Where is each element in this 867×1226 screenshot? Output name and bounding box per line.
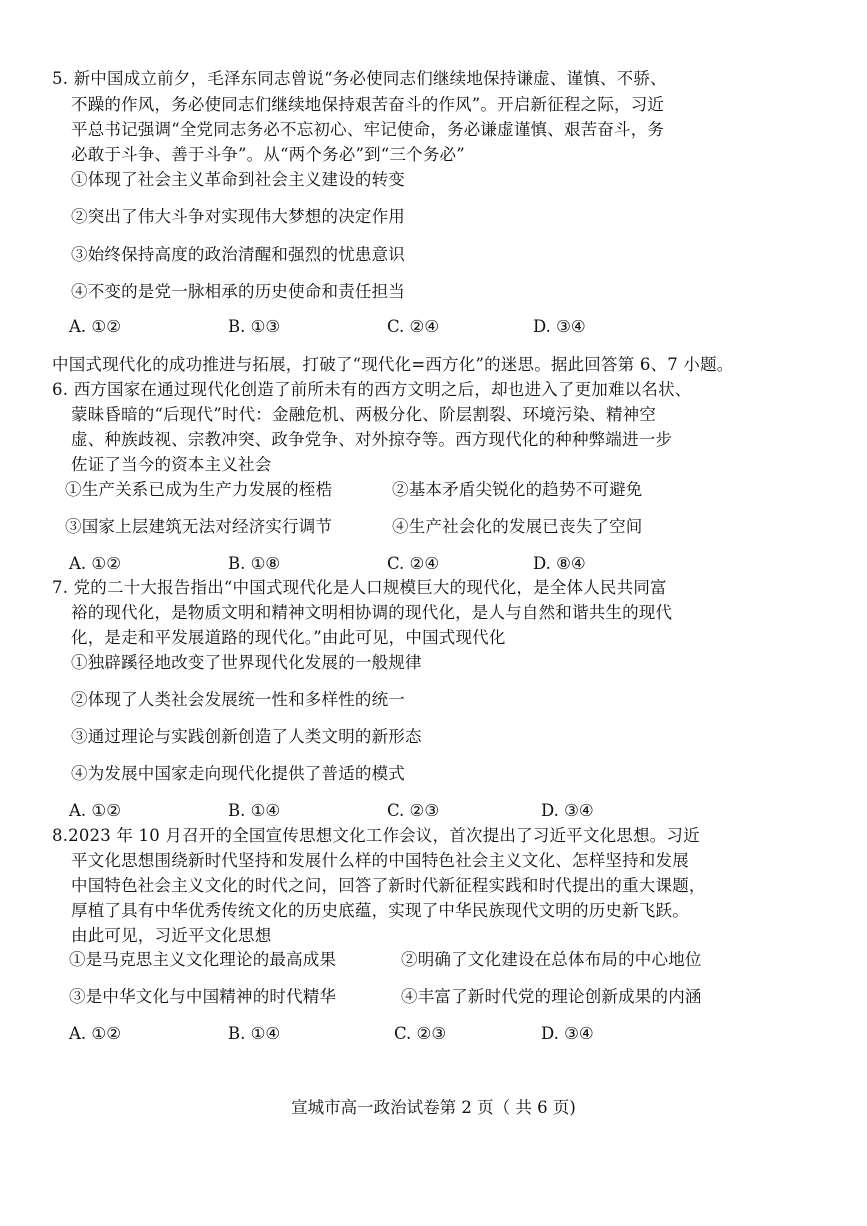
q5-stem-line-3: 平总书记强调“全党同志务必不忘初心、牢记使命，务必谦虚谨慎、艰苦奋斗，务 bbox=[71, 120, 665, 139]
q5-option-a: A. ①② bbox=[69, 317, 121, 336]
q6-7-intro: 中国式现代化的成功推进与拓展，打破了“现代化=西方化”的迷思。据此回答第 6、7 小题。 bbox=[52, 355, 734, 374]
q7-item-1: ①独辟蹊径地改变了世界现代化发展的一般规律 bbox=[71, 653, 422, 672]
q8-item-1: ①是马克思主义文化理论的最高成果 bbox=[69, 950, 337, 969]
q6-stem-line-3: 虚、种族歧视、宗教冲突、政争党争、对外掠夺等。西方现代化的种种弊端进一步 bbox=[71, 430, 673, 449]
q6-item-1: ①生产关系已成为生产力发展的桎梏 bbox=[65, 480, 333, 499]
q5-item-2: ②突出了伟大斗争对实现伟大梦想的决定作用 bbox=[71, 207, 405, 226]
q7-item-4: ④为发展中国家走向现代化提供了普适的模式 bbox=[71, 764, 405, 783]
q8-stem-line-5: 由此可见，习近平文化思想 bbox=[71, 926, 272, 945]
q7-stem-line-3: 化，是走和平发展道路的现代化。”由此可见，中国式现代化 bbox=[71, 628, 506, 647]
q8-option-a: A. ①② bbox=[69, 1024, 121, 1043]
q6-option-b: B. ①⑧ bbox=[228, 554, 281, 573]
q8-item-4: ④丰富了新时代党的理论创新成果的内涵 bbox=[401, 987, 702, 1006]
q8-option-d: D. ③④ bbox=[541, 1024, 594, 1043]
q8-item-3: ③是中华文化与中国精神的时代精华 bbox=[69, 987, 337, 1006]
q7-option-a: A. ①② bbox=[69, 801, 121, 820]
q6-item-3: ③国家上层建筑无法对经济实行调节 bbox=[65, 517, 333, 536]
q7-item-2: ②体现了人类社会发展统一性和多样性的统一 bbox=[71, 690, 405, 709]
q7-option-c: C. ②③ bbox=[387, 801, 440, 820]
q8-option-b: B. ①④ bbox=[228, 1024, 281, 1043]
q5-stem-line-4: 必敢于斗争、善于斗争”。从“两个务必”到“三个务必” bbox=[71, 145, 465, 164]
q8-stem-line-3: 中国特色社会主义文化的时代之问，回答了新时代新征程实践和时代提出的重大课题， bbox=[71, 876, 706, 895]
q6-stem-line-2: 蒙昧昏暗的“后现代”时代：金融危机、两极分化、阶层割裂、环境污染、精神空 bbox=[71, 405, 657, 424]
q8-stem-line-2: 平文化思想围绕新时代坚持和发展什么样的中国特色社会主义文化、怎样坚持和发展 bbox=[71, 851, 689, 870]
q6-stem-line-4: 佐证了当今的资本主义社会 bbox=[71, 455, 272, 474]
q6-option-a: A. ①② bbox=[69, 554, 121, 573]
q7-option-d: D. ③④ bbox=[541, 801, 594, 820]
q5-item-1: ①体现了社会主义革命到社会主义建设的转变 bbox=[71, 170, 405, 189]
q6-option-c: C. ②④ bbox=[387, 554, 440, 573]
q8-item-2: ②明确了文化建设在总体布局的中心地位 bbox=[401, 950, 702, 969]
q6-stem-line-1: 6. 西方国家在通过现代化创造了前所未有的西方文明之后，却也进入了更加难以名状、 bbox=[52, 380, 692, 399]
q5-item-4: ④不变的是党一脉相承的历史使命和责任担当 bbox=[71, 282, 405, 301]
q5-option-b: B. ①③ bbox=[228, 317, 281, 336]
q8-option-c: C. ②③ bbox=[394, 1024, 447, 1043]
page-footer: 宣城市高一政治试卷第 2 页（ 共 6 页) bbox=[291, 1098, 576, 1117]
q8-stem-line-1: 8.2023 年 10 月召开的全国宣传思想文化工作会议，首次提出了习近平文化思想。习近 bbox=[52, 826, 700, 845]
q5-option-d: D. ③④ bbox=[533, 317, 586, 336]
q7-stem-line-2: 裕的现代化，是物质文明和精神文明相协调的现代化，是人与自然和谐共生的现代 bbox=[71, 603, 673, 622]
q5-option-c: C. ②④ bbox=[387, 317, 440, 336]
q8-stem-line-4: 厚植了具有中华优秀传统文化的历史底蕴，实现了中华民族现代文明的历史新飞跃。 bbox=[71, 901, 689, 920]
q5-item-3: ③始终保持高度的政治清醒和强烈的忧患意识 bbox=[71, 245, 405, 264]
q6-option-d: D. ⑧④ bbox=[533, 554, 586, 573]
q5-stem-line-1: 5. 新中国成立前夕，毛泽东同志曾说“务必使同志们继续地保持谦虚、谨慎、不骄、 bbox=[52, 69, 667, 88]
q7-item-3: ③通过理论与实践创新创造了人类文明的新形态 bbox=[71, 727, 422, 746]
q6-item-4: ④生产社会化的发展已丧失了空间 bbox=[392, 517, 643, 536]
q7-option-b: B. ①④ bbox=[228, 801, 281, 820]
q5-stem-line-2: 不躁的作风，务必使同志们继续地保持艰苦奋斗的作风”。开启新征程之际，习近 bbox=[71, 95, 665, 114]
q7-stem-line-1: 7. 党的二十大报告指出“中国式现代化是人口规模巨大的现代化，是全体人民共同富 bbox=[52, 578, 667, 597]
q6-item-2: ②基本矛盾尖锐化的趋势不可避免 bbox=[392, 480, 643, 499]
